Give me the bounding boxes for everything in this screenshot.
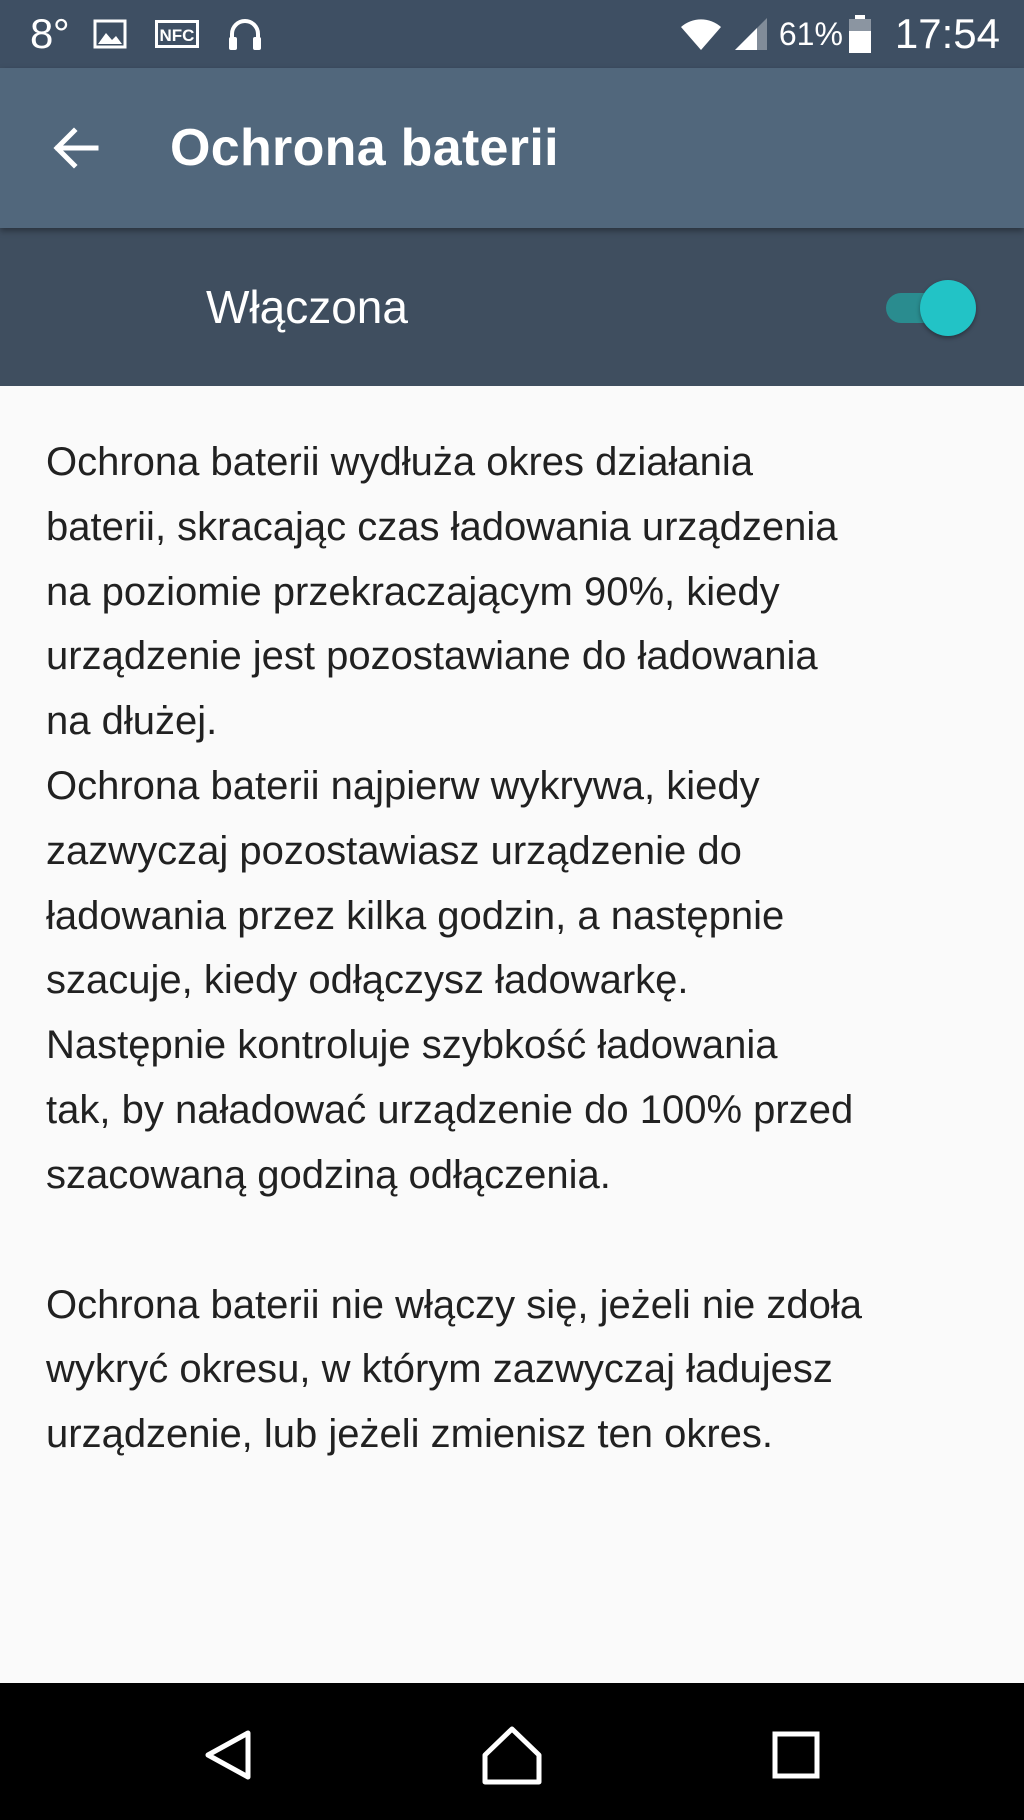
master-switch-row[interactable] xyxy=(0,228,1024,386)
description-paragraph-1: Ochrona baterii wydłuża okres działania baterii, skracając czas ładowania urządzenia na poziomie przekraczającym 90%, kiedy urządzenie jest pozostawiane do ładowania na dłużej. Ochrona baterii najpierw wykrywa, kiedy zazwyczaj pozostawiasz urządzenie do ładowania przez kilka godzin, a następnie szacuje, kiedy odłączysz ładowarkę. Następnie kontroluje szybkość ładowania tak, by naładować urządzenie do 100% przed szacowaną godziną odłączenia. xyxy=(46,440,854,1197)
image-icon xyxy=(93,19,127,49)
navigation-bar xyxy=(0,1683,1024,1820)
master-switch-label: Włączona xyxy=(206,281,408,333)
nav-back-button[interactable] xyxy=(178,1705,278,1805)
battery-percent-text: 61% xyxy=(778,15,843,52)
battery-icon xyxy=(849,15,871,53)
description-paragraph-2: Ochrona baterii nie włączy się, jeżeli nie zdoła wykryć okresu, w którym zazwyczaj ładujesz urządzenie, lub jeżeli zmienisz ten okres. xyxy=(46,1282,862,1457)
nfc-icon xyxy=(155,20,199,48)
wifi-icon xyxy=(679,17,723,51)
headphones-icon xyxy=(227,17,263,51)
status-bar xyxy=(0,0,1024,68)
nav-recents-button[interactable] xyxy=(746,1705,846,1805)
nav-home-button[interactable] xyxy=(462,1705,562,1805)
back-triangle-icon xyxy=(200,1727,256,1783)
master-toggle-switch[interactable] xyxy=(880,277,970,337)
status-bar-left xyxy=(30,10,291,58)
arrow-back-icon xyxy=(52,126,100,170)
description-content xyxy=(46,430,986,1467)
clock-text: 17:54 xyxy=(894,10,1000,57)
recents-icon xyxy=(771,1730,821,1780)
status-bar-right xyxy=(679,10,1000,58)
app-bar xyxy=(0,68,1024,228)
toggle-thumb xyxy=(920,280,976,336)
page-title: Ochrona baterii xyxy=(170,119,559,177)
home-icon xyxy=(481,1725,543,1785)
svg-text:NFC: NFC xyxy=(159,26,195,45)
signal-icon xyxy=(733,17,769,51)
back-button[interactable] xyxy=(0,68,160,228)
temperature-text: 8° xyxy=(30,10,70,57)
